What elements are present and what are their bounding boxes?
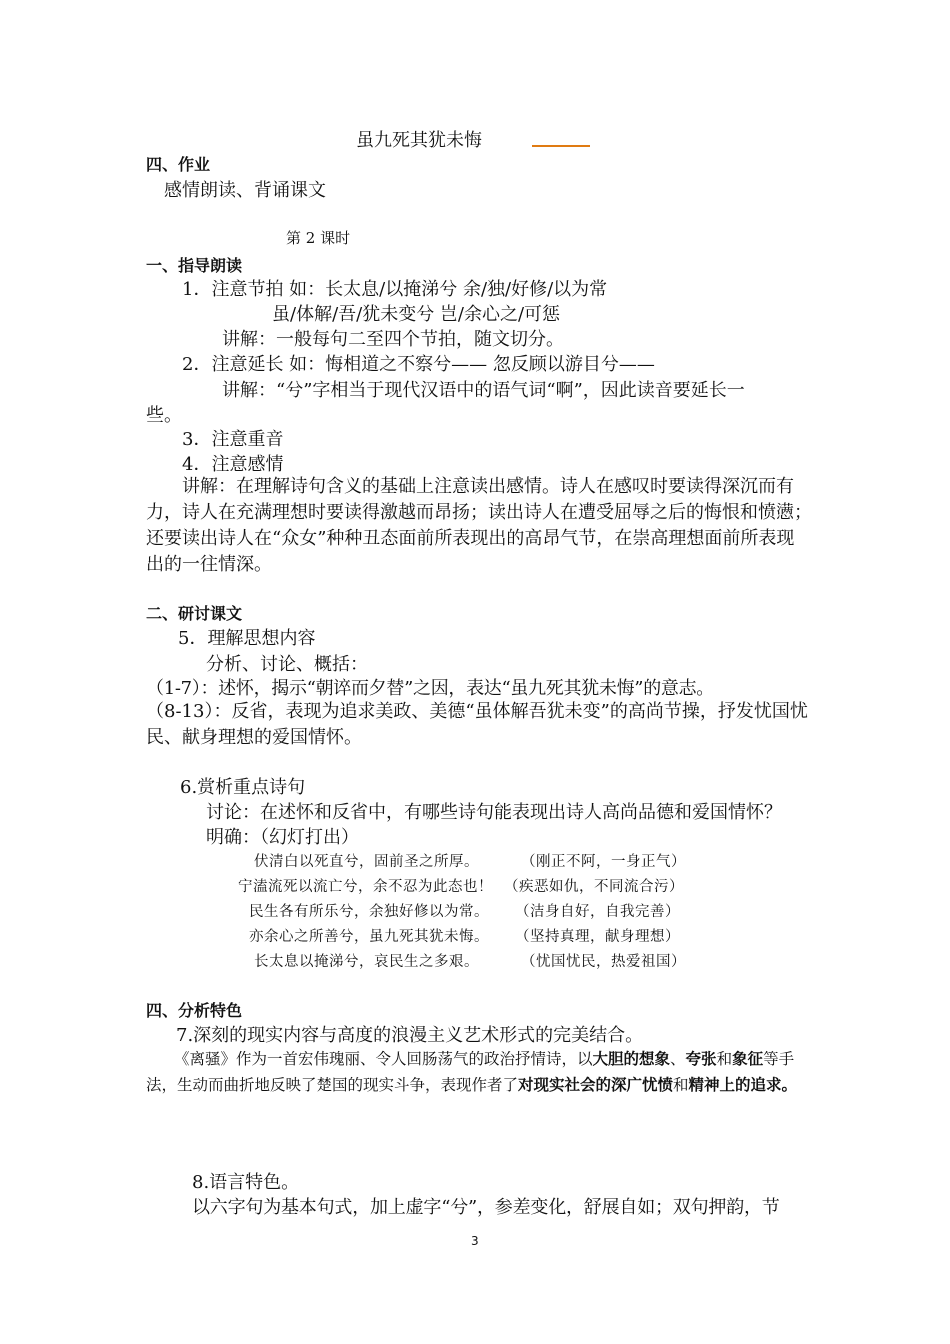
item-6-question: 讨论：在述怀和反省中，有哪些诗句能表现出诗人高尚品德和爱国情怀？ xyxy=(206,802,782,823)
item-6: 6.赏析重点诗句 xyxy=(180,777,306,798)
lesson-label: 第 2 课时 xyxy=(286,229,351,247)
quote-note: （洁身自好，自我完善） xyxy=(515,904,680,920)
homework-text: 感情朗读、背诵课文 xyxy=(164,180,326,201)
page-title: 虽九死其犹未悔 xyxy=(356,130,482,151)
item-8-paragraph: 以六字句为基本句式，加上虚字“兮”，参差变化，舒展自如；双句押韵，节 xyxy=(192,1197,780,1218)
item-1-continued: 虽/体解/吾/犹未变兮 岂/余心之/可惩 xyxy=(272,304,561,325)
item-1-note: 讲解：一般每句二至四个节拍，随文切分。 xyxy=(222,329,564,350)
item-5: 5．理解思想内容 xyxy=(178,628,316,649)
item-2-note: 讲解：“兮”字相当于现代汉语中的语气词“啊”，因此读音要延长一 xyxy=(222,380,745,401)
quote-note: （忧国忧民，热爱祖国） xyxy=(521,954,686,970)
section-heading-features: 四、分析特色 xyxy=(146,1001,243,1020)
quote-note: （疾恶如仇，不同流合污） xyxy=(504,879,684,895)
item-7-paragraph: 《离骚》作为一首宏伟瑰丽、令人回肠荡气的政治抒情诗，以大胆的想象、夸张和象征等手法，生动而曲折地反映了楚国的现实斗争，表现作者了对现实社会的深广忧愤和精神上的追求。 xyxy=(146,1049,798,1094)
title-underline xyxy=(532,145,590,147)
item-5-sub: 分析、讨论、概括： xyxy=(206,654,368,675)
homework-heading: 四、作业 xyxy=(146,155,211,174)
item-4: 4．注意感情 xyxy=(182,454,284,475)
section-heading-discussion: 二、研讨课文 xyxy=(146,604,243,623)
quote-note: （坚持真理，献身理想） xyxy=(515,929,680,945)
page-number: 3 xyxy=(471,1234,479,1248)
item-2: 2．注意延长 如：悔相道之不察兮—— 忽反顾以游目兮—— xyxy=(182,354,655,375)
item-8: 8.语言特色。 xyxy=(192,1172,300,1193)
item-5-part-2: （8-13）：反省，表现为追求美政、美德“虽体解吾犹未变”的高尚节操，抒发忧国忧民、献身理想的爱国情怀。 xyxy=(146,701,808,748)
item-2-note-end: 些。 xyxy=(146,405,182,426)
quote-note: （刚正不阿，一身正气） xyxy=(521,854,686,870)
item-6-answer: 明确：（幻灯打出） xyxy=(206,827,359,848)
quote-line: 亦余心之所善兮，虽九死其犹未悔。 xyxy=(249,929,489,945)
quote-line: 民生各有所乐兮，余独好修以为常。 xyxy=(249,904,489,920)
item-1: 1．注意节拍 如：长太息/以掩涕兮 余/独/好修/以为常 xyxy=(182,279,608,300)
item-4-note: 讲解：在理解诗句含义的基础上注意读出感情。诗人在感叹时要读得深沉而有力，诗人在充满理想时要读得激越而昂扬；读出诗人在遭受屈辱之后的悔恨和愤懑；还要读出诗人在“众女”种种丑态面前所表现出的高昂气节，在崇高理想面前所表现出的一往情深。 xyxy=(146,476,812,575)
item-5-part-1: （1-7）：述怀，揭示“朝谇而夕替”之因，表达“虽九死其犹未悔”的意志。 xyxy=(146,678,714,699)
section-heading-reading: 一、指导朗读 xyxy=(146,256,243,275)
item-3: 3．注意重音 xyxy=(182,429,284,450)
item-7: 7.深刻的现实内容与高度的浪漫主义艺术形式的完美结合。 xyxy=(176,1025,644,1046)
quote-line: 宁溘流死以流亡兮，余不忍为此态也！ xyxy=(238,879,493,895)
quote-line: 伏清白以死直兮，固前圣之所厚。 xyxy=(254,854,479,870)
quote-line: 长太息以掩涕兮，哀民生之多艰。 xyxy=(254,954,479,970)
